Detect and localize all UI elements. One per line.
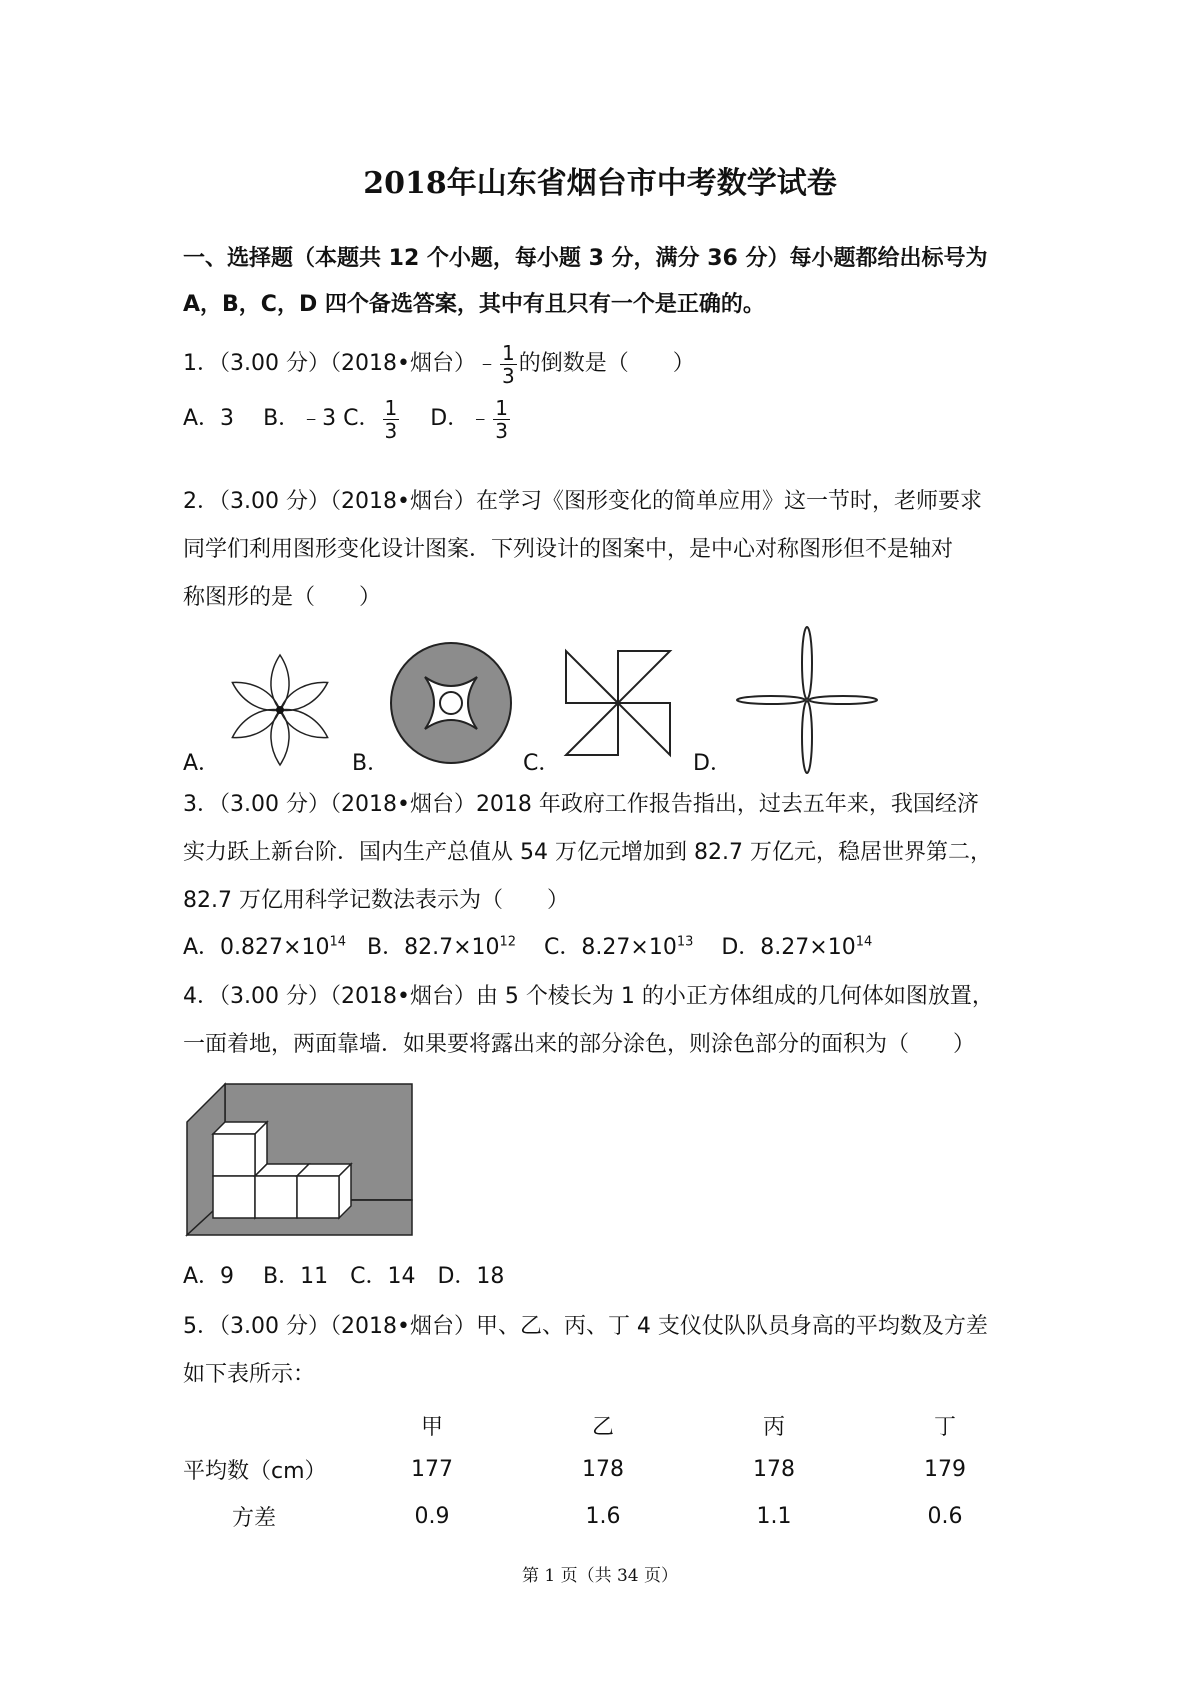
q3-line2: 实力跃上新台阶．国内生产总值从 54 万亿元增加到 82.7 万亿元，稳居世界第二，	[183, 840, 992, 865]
table-cell: 178	[753, 1457, 795, 1482]
table-cell: 1.1	[756, 1504, 792, 1529]
q4-line2: 一面着地，两面靠墙．如果要将露出来的部分涂色，则涂色部分的面积为（ ）	[183, 1032, 976, 1057]
q3-option-c-exp: 13	[676, 934, 694, 950]
q3-option-c	[544, 935, 693, 960]
q3-option-c-text: C．8.27×10	[544, 935, 677, 960]
q1-option-c-fraction	[383, 397, 400, 442]
q1-frac-den: 3	[501, 363, 515, 388]
q1-option-c: C．	[343, 406, 381, 431]
table-cell: 178	[582, 1457, 624, 1482]
q2-figure-a-flower	[220, 650, 340, 770]
q1-option-b: B．﹣3	[263, 406, 337, 431]
table-cell: 177	[411, 1457, 453, 1482]
q1-option-d: D．﹣	[430, 406, 492, 431]
q2-figure-b-coin	[388, 640, 514, 766]
q1-prefix: 1．（3.00 分）（2018•烟台）﹣	[183, 351, 498, 376]
q3-option-a-exp: 14	[329, 934, 347, 950]
q4-figure-cubes	[185, 1082, 415, 1238]
q2-figure-d-ellipses	[732, 625, 882, 775]
table-row2-label: 方差	[232, 1506, 277, 1531]
q3-option-d-text: D．8.27×10	[721, 935, 856, 960]
q1-optd-num: 1	[495, 395, 508, 420]
q1-frac-num: 1	[501, 340, 515, 365]
q4-options: A．9 B．11 C．14 D．18	[183, 1264, 505, 1289]
table-cell: 179	[924, 1457, 966, 1482]
table-cell: 1.6	[585, 1504, 621, 1529]
page-footer: 第 1 页（共 34 页）	[521, 1566, 679, 1586]
q1-optc-den: 3	[384, 418, 398, 443]
q2-option-c-label: C．	[523, 751, 561, 776]
q3-option-b	[367, 935, 516, 960]
q1-options	[183, 395, 512, 443]
q3-option-b-text: B．82.7×10	[367, 935, 500, 960]
q5-line2: 如下表所示：	[183, 1362, 316, 1387]
section-header-line2: A，B，C，D 四个备选答案，其中有且只有一个是正确的。	[183, 292, 765, 317]
q3-line1: 3．（3.00 分）（2018•烟台）2018 年政府工作报告指出，过去五年来，我国经济	[183, 792, 979, 817]
q2-option-a-label: A．	[183, 751, 221, 776]
table-header-jia: 甲	[420, 1415, 443, 1440]
q1-option-a: A．3	[183, 406, 235, 431]
q3-option-b-exp: 12	[499, 934, 517, 950]
q3-line3: 82.7 万亿用科学记数法表示为（ ）	[183, 888, 569, 913]
q3-option-a	[183, 935, 346, 960]
table-cell: 0.9	[414, 1504, 450, 1529]
q1-suffix: 的倒数是（ ）	[518, 351, 695, 376]
q2-option-b-label: B．	[352, 751, 390, 776]
q5-line1: 5．（3.00 分）（2018•烟台）甲、乙、丙、丁 4 支仪仗队队员身高的平均数及方差	[183, 1314, 988, 1339]
section-header-line1: 一、选择题（本题共 12 个小题，每小题 3 分，满分 36 分）每小题都给出标号为	[183, 246, 988, 271]
q2-figure-c-pinwheel	[562, 645, 682, 765]
table-header-yi: 乙	[591, 1415, 614, 1440]
table-header-ding: 丁	[933, 1415, 956, 1440]
q2-line2: 同学们利用图形变化设计图案．下列设计的图案中，是中心对称图形但不是轴对	[183, 537, 954, 562]
q3-options	[183, 933, 872, 963]
table-row1-label: 平均数（cm）	[183, 1459, 327, 1484]
q1-optd-den: 3	[495, 418, 508, 443]
q3-option-d-exp: 14	[855, 934, 873, 950]
q2-option-d-label: D．	[693, 751, 732, 776]
q1-fraction	[500, 342, 517, 387]
q3-option-d	[721, 935, 872, 960]
q2-line1: 2．（3.00 分）（2018•烟台）在学习《图形变化的简单应用》这一节时，老师要求	[183, 489, 982, 514]
q1-optc-num: 1	[384, 395, 398, 420]
table-cell: 0.6	[927, 1504, 963, 1529]
q4-line1: 4．（3.00 分）（2018•烟台）由 5 个棱长为 1 的小正方体组成的几何体如图放置，	[183, 984, 994, 1009]
q1-option-d-fraction	[493, 397, 510, 442]
q2-line3: 称图形的是（ ）	[183, 585, 382, 610]
question-1	[183, 340, 695, 388]
q3-option-a-text: A．0.827×10	[183, 935, 330, 960]
page-title: 2018年山东省烟台市中考数学试卷	[363, 166, 837, 201]
table-header-bing: 丙	[762, 1415, 785, 1440]
